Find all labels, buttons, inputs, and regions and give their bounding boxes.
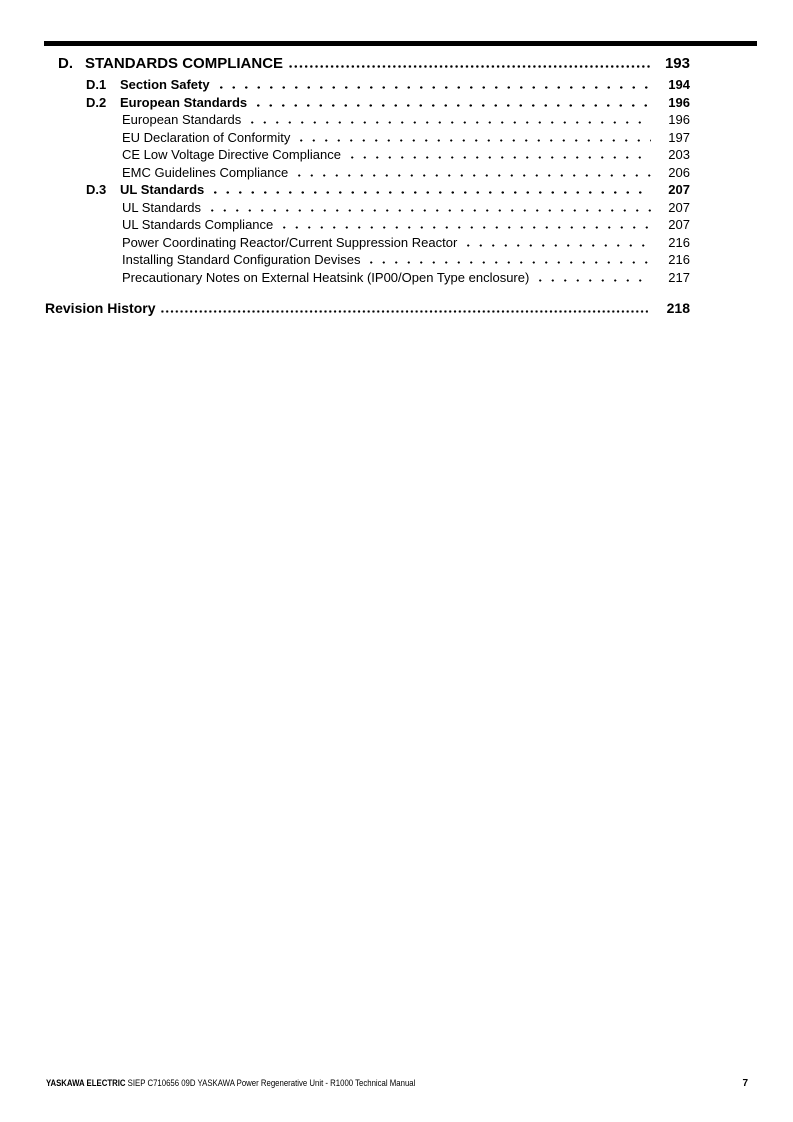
toc-entry-label: STANDARDS COMPLIANCE [85, 55, 284, 72]
toc-entry-marker: D.1 [86, 77, 107, 92]
toc-row[interactable] [44, 234, 690, 252]
dot-leader [206, 209, 651, 212]
toc-row[interactable] [44, 146, 690, 164]
dot-leader [462, 244, 651, 247]
toc-entry-label: Section Safety [120, 77, 210, 92]
toc-row[interactable] [44, 269, 690, 287]
toc-row[interactable] [44, 129, 690, 147]
top-rule [44, 41, 757, 46]
toc-entry-label: European Standards [122, 112, 242, 127]
toc-entry-label: UL Standards Compliance [122, 217, 274, 232]
toc-entry-label: CE Low Voltage Directive Compliance [122, 147, 341, 162]
toc-entry-page: 207 [668, 217, 690, 232]
dot-leader [246, 121, 651, 124]
dot-leader [293, 174, 651, 177]
toc-entry-label: European Standards [120, 94, 248, 110]
toc-row[interactable] [44, 164, 690, 182]
dot-leader [346, 156, 651, 159]
toc-entry-label: Revision History [45, 300, 156, 316]
footer-doc-title: SIEP C710656 09D YASKAWA Power Regenerative Unit - R1000 Technical Manual [127, 1078, 416, 1089]
revision-history-row[interactable] [44, 298, 690, 318]
toc-entry-marker: D. [58, 55, 73, 72]
toc-entry-page: 218 [666, 300, 690, 316]
toc-entry-label: UL Standards [122, 199, 202, 215]
toc-entry-page: 203 [668, 147, 690, 162]
footer-page-number: 7 [742, 1078, 748, 1089]
toc-row[interactable] [44, 76, 690, 94]
toc-list [44, 51, 690, 318]
toc-entry-label: Power Coordinating Reactor/Current Suppression Reactor [122, 234, 458, 250]
toc-entry-marker: D.2 [86, 94, 107, 110]
toc-entry-marker: D.3 [86, 182, 107, 197]
toc-entry-page: 206 [668, 164, 690, 180]
dot-leader [288, 65, 651, 68]
toc-entry-label: Installing Standard Configuration Devises [122, 252, 361, 267]
toc-entry-label: EMC Guidelines Compliance [122, 164, 289, 180]
toc-entry-page: 216 [668, 252, 690, 267]
dot-leader [278, 226, 651, 229]
toc-row[interactable] [44, 51, 690, 76]
toc-entry-page: 207 [668, 199, 690, 215]
toc-row[interactable] [44, 251, 690, 269]
toc-entry-page: 217 [668, 269, 690, 285]
dot-leader [365, 261, 651, 264]
dot-leader [160, 310, 648, 313]
dot-leader [209, 191, 651, 194]
toc-entry-page: 216 [668, 234, 690, 250]
toc-row[interactable] [44, 216, 690, 234]
footer-brand: YASKAWA ELECTRIC [46, 1078, 126, 1089]
toc-entry-page: 193 [664, 55, 690, 72]
toc-entry-page: 196 [668, 112, 690, 127]
footer [46, 1078, 748, 1089]
toc-entry-label: UL Standards [120, 182, 205, 197]
toc-entry-page: 194 [668, 77, 690, 92]
dot-leader [215, 86, 651, 89]
toc-entry-page: 197 [668, 129, 690, 145]
toc-row[interactable] [44, 181, 690, 199]
toc-row[interactable] [44, 111, 690, 129]
dot-leader [534, 279, 651, 282]
dot-leader [295, 139, 651, 142]
toc-entry-page: 207 [668, 182, 690, 197]
footer-left [46, 1078, 415, 1089]
toc-entry-page: 196 [668, 94, 690, 110]
toc-entry-label: EU Declaration of Conformity [122, 129, 291, 145]
dot-leader [252, 104, 651, 107]
toc-entry-label: Precautionary Notes on External Heatsink (IP00/Open Type enclosure) [122, 269, 530, 285]
toc-row[interactable] [44, 94, 690, 112]
toc-row[interactable] [44, 199, 690, 217]
